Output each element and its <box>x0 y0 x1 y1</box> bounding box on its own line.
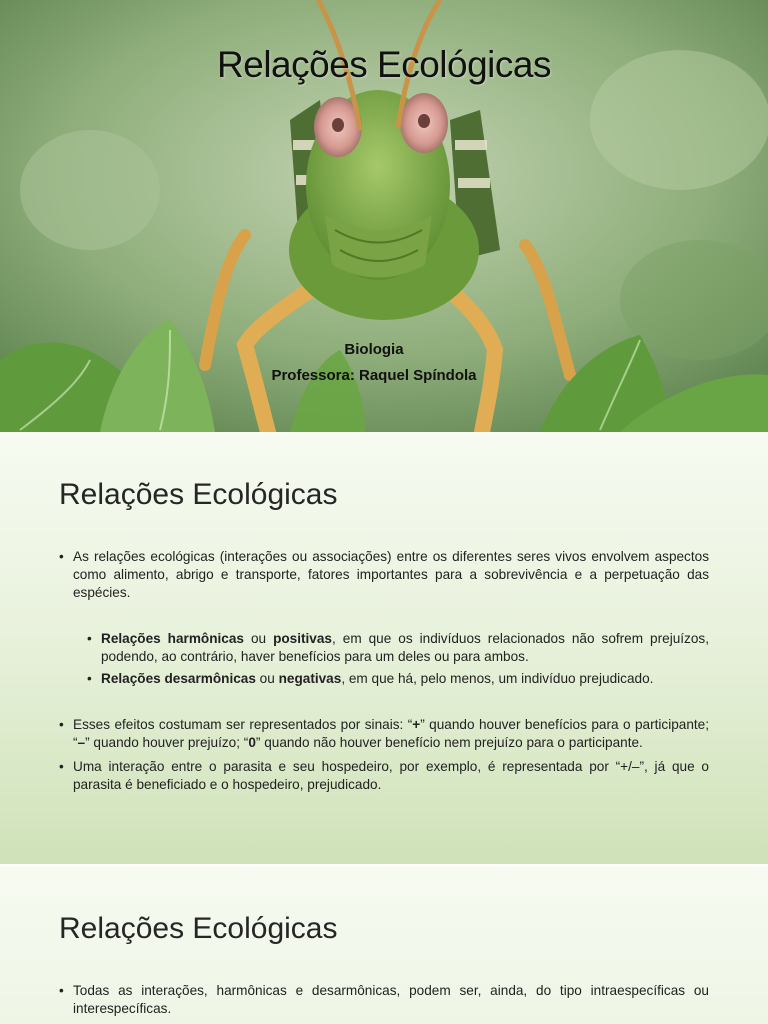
bold-term: Relações harmônicas <box>101 631 244 646</box>
bullet-list-sub <box>87 630 709 692</box>
text-span: , em que há, pelo menos, um indivíduo prejudicado. <box>341 671 654 686</box>
content-slide-2 <box>0 866 768 1024</box>
bullet-item <box>59 716 709 752</box>
sign-zero: 0 <box>248 735 256 750</box>
slide-heading: Relações Ecológicas <box>59 912 338 945</box>
slide-heading: Relações Ecológicas <box>59 478 338 511</box>
bullet-list-main <box>59 548 709 602</box>
bold-term: positivas <box>273 631 332 646</box>
text-span: , em que os indivíduos relacionados não sofrem prejuízos, podendo, ao contrário, haver benefícios para um deles ou para ambos. <box>101 631 709 664</box>
text-span: ” quando houver prejuízo; “ <box>85 735 249 750</box>
text-span: ” quando não houver benefício nem prejuízo para o participante. <box>255 735 643 750</box>
title-slide <box>0 0 768 432</box>
bullet-item: • As relações ecológicas (interações ou associações) entre os diferentes seres vivos envolvem aspectos como alimento, abrigo e transporte, fatores importantes para a sobrevivência e a perpetuação das espécies. <box>59 548 709 602</box>
sign-plus: + <box>412 717 421 732</box>
sub-bullet-item <box>87 630 709 666</box>
text-span: ” quando houver benefícios para o participante; “ <box>73 717 710 750</box>
text-span: ou <box>243 631 274 646</box>
teacher-label: Professora: Raquel Spíndola <box>271 367 477 384</box>
bold-term: Relações desarmônicas <box>101 671 256 686</box>
bullet-item: • Uma interação entre o parasita e seu hospedeiro, por exemplo, é representada por “+/–”, já que o parasita é beneficiado e o hospedeiro, prejudicado. <box>59 758 709 794</box>
sub-bullet-item <box>87 670 709 688</box>
bullet-item: • Todas as interações, harmônicas e desarmônicas, podem ser, ainda, do tipo intraespecíficas ou interespecíficas. <box>59 982 709 1018</box>
bold-term: negativas <box>278 671 342 686</box>
text-span: Esses efeitos costumam ser representados por sinais: “ <box>73 717 413 732</box>
bullet-list-signs <box>59 716 709 794</box>
title-slide-heading: Relações Ecológicas <box>217 44 551 85</box>
text-span: ou <box>255 671 279 686</box>
sign-minus: – <box>77 735 86 750</box>
bullet-list-main <box>59 982 709 1018</box>
subject-label: Biologia <box>344 341 404 358</box>
content-slide-1 <box>0 432 768 864</box>
